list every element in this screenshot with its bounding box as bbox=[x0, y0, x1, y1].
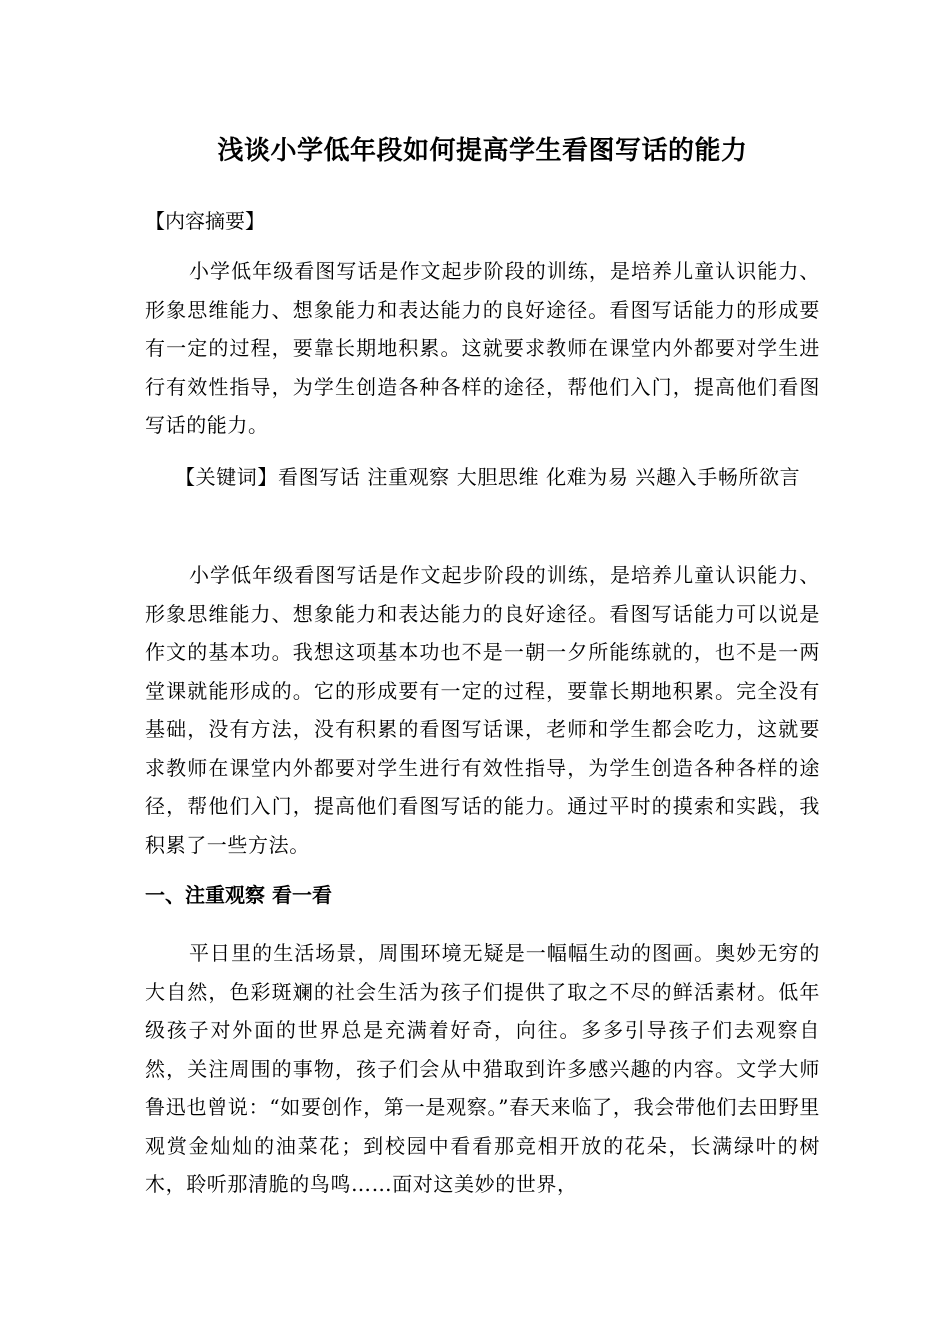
section1-paragraph: 平日里的生活场景，周围环境无疑是一幅幅生动的图画。奥妙无穷的大自然，色彩斑斓的社会生活为孩子们提供了取之不尽的鲜活素材。低年级孩子对外面的世界总是充满着好奇，向往。多多引导孩子们去观察自然，关注周围的事物，孩子们会从中猎取到许多感兴趣的内容。文学大师鲁迅也曾说：“如要创作，第一是观察。”春天来临了，我会带他们去田野里观赏金灿灿的油菜花；到校园中看看那竞相开放的花朵，长满绿叶的树木，聆听那清脆的鸟鸣……面对这美妙的世界， bbox=[145, 941, 820, 1196]
keywords-line: 【关键词】看图写话 注重观察 大胆思维 化难为易 兴趣入手畅所欲言 bbox=[175, 465, 801, 489]
intro-paragraph: 小学低年级看图写话是作文起步阶段的训练，是培养儿童认识能力、形象思维能力、想象能力和表达能力的良好途径。看图写话能力可以说是作文的基本功。我想这项基本功也不是一朝一夕所能练就的，也不是一两堂课就能形成的。它的形成要有一定的过程，要靠长期地积累。完全没有基础，没有方法，没有积累的看图写话课，老师和学生都会吃力，这就要求教师在课堂内外都要对学生进行有效性指导，为学生创造各种各样的途径，帮他们入门，提高他们看图写话的能力。通过平时的摸索和实践，我积累了一些方法。 bbox=[145, 563, 820, 857]
abstract-label: 【内容摘要】 bbox=[145, 209, 265, 233]
abstract-paragraph: 小学低年级看图写话是作文起步阶段的训练，是培养儿童认识能力、形象思维能力、想象能力和表达能力的良好途径。看图写话能力的形成要有一定的过程，要靠长期地积累。这就要求教师在课堂内外都要对学生进行有效性指导，为学生创造各种各样的途径，帮他们入门，提高他们看图写话的能力。 bbox=[145, 259, 820, 437]
section-heading: 一、注重观察 看一看 bbox=[145, 883, 332, 907]
document-title: 浅谈小学低年段如何提高学生看图写话的能力 bbox=[217, 136, 748, 166]
